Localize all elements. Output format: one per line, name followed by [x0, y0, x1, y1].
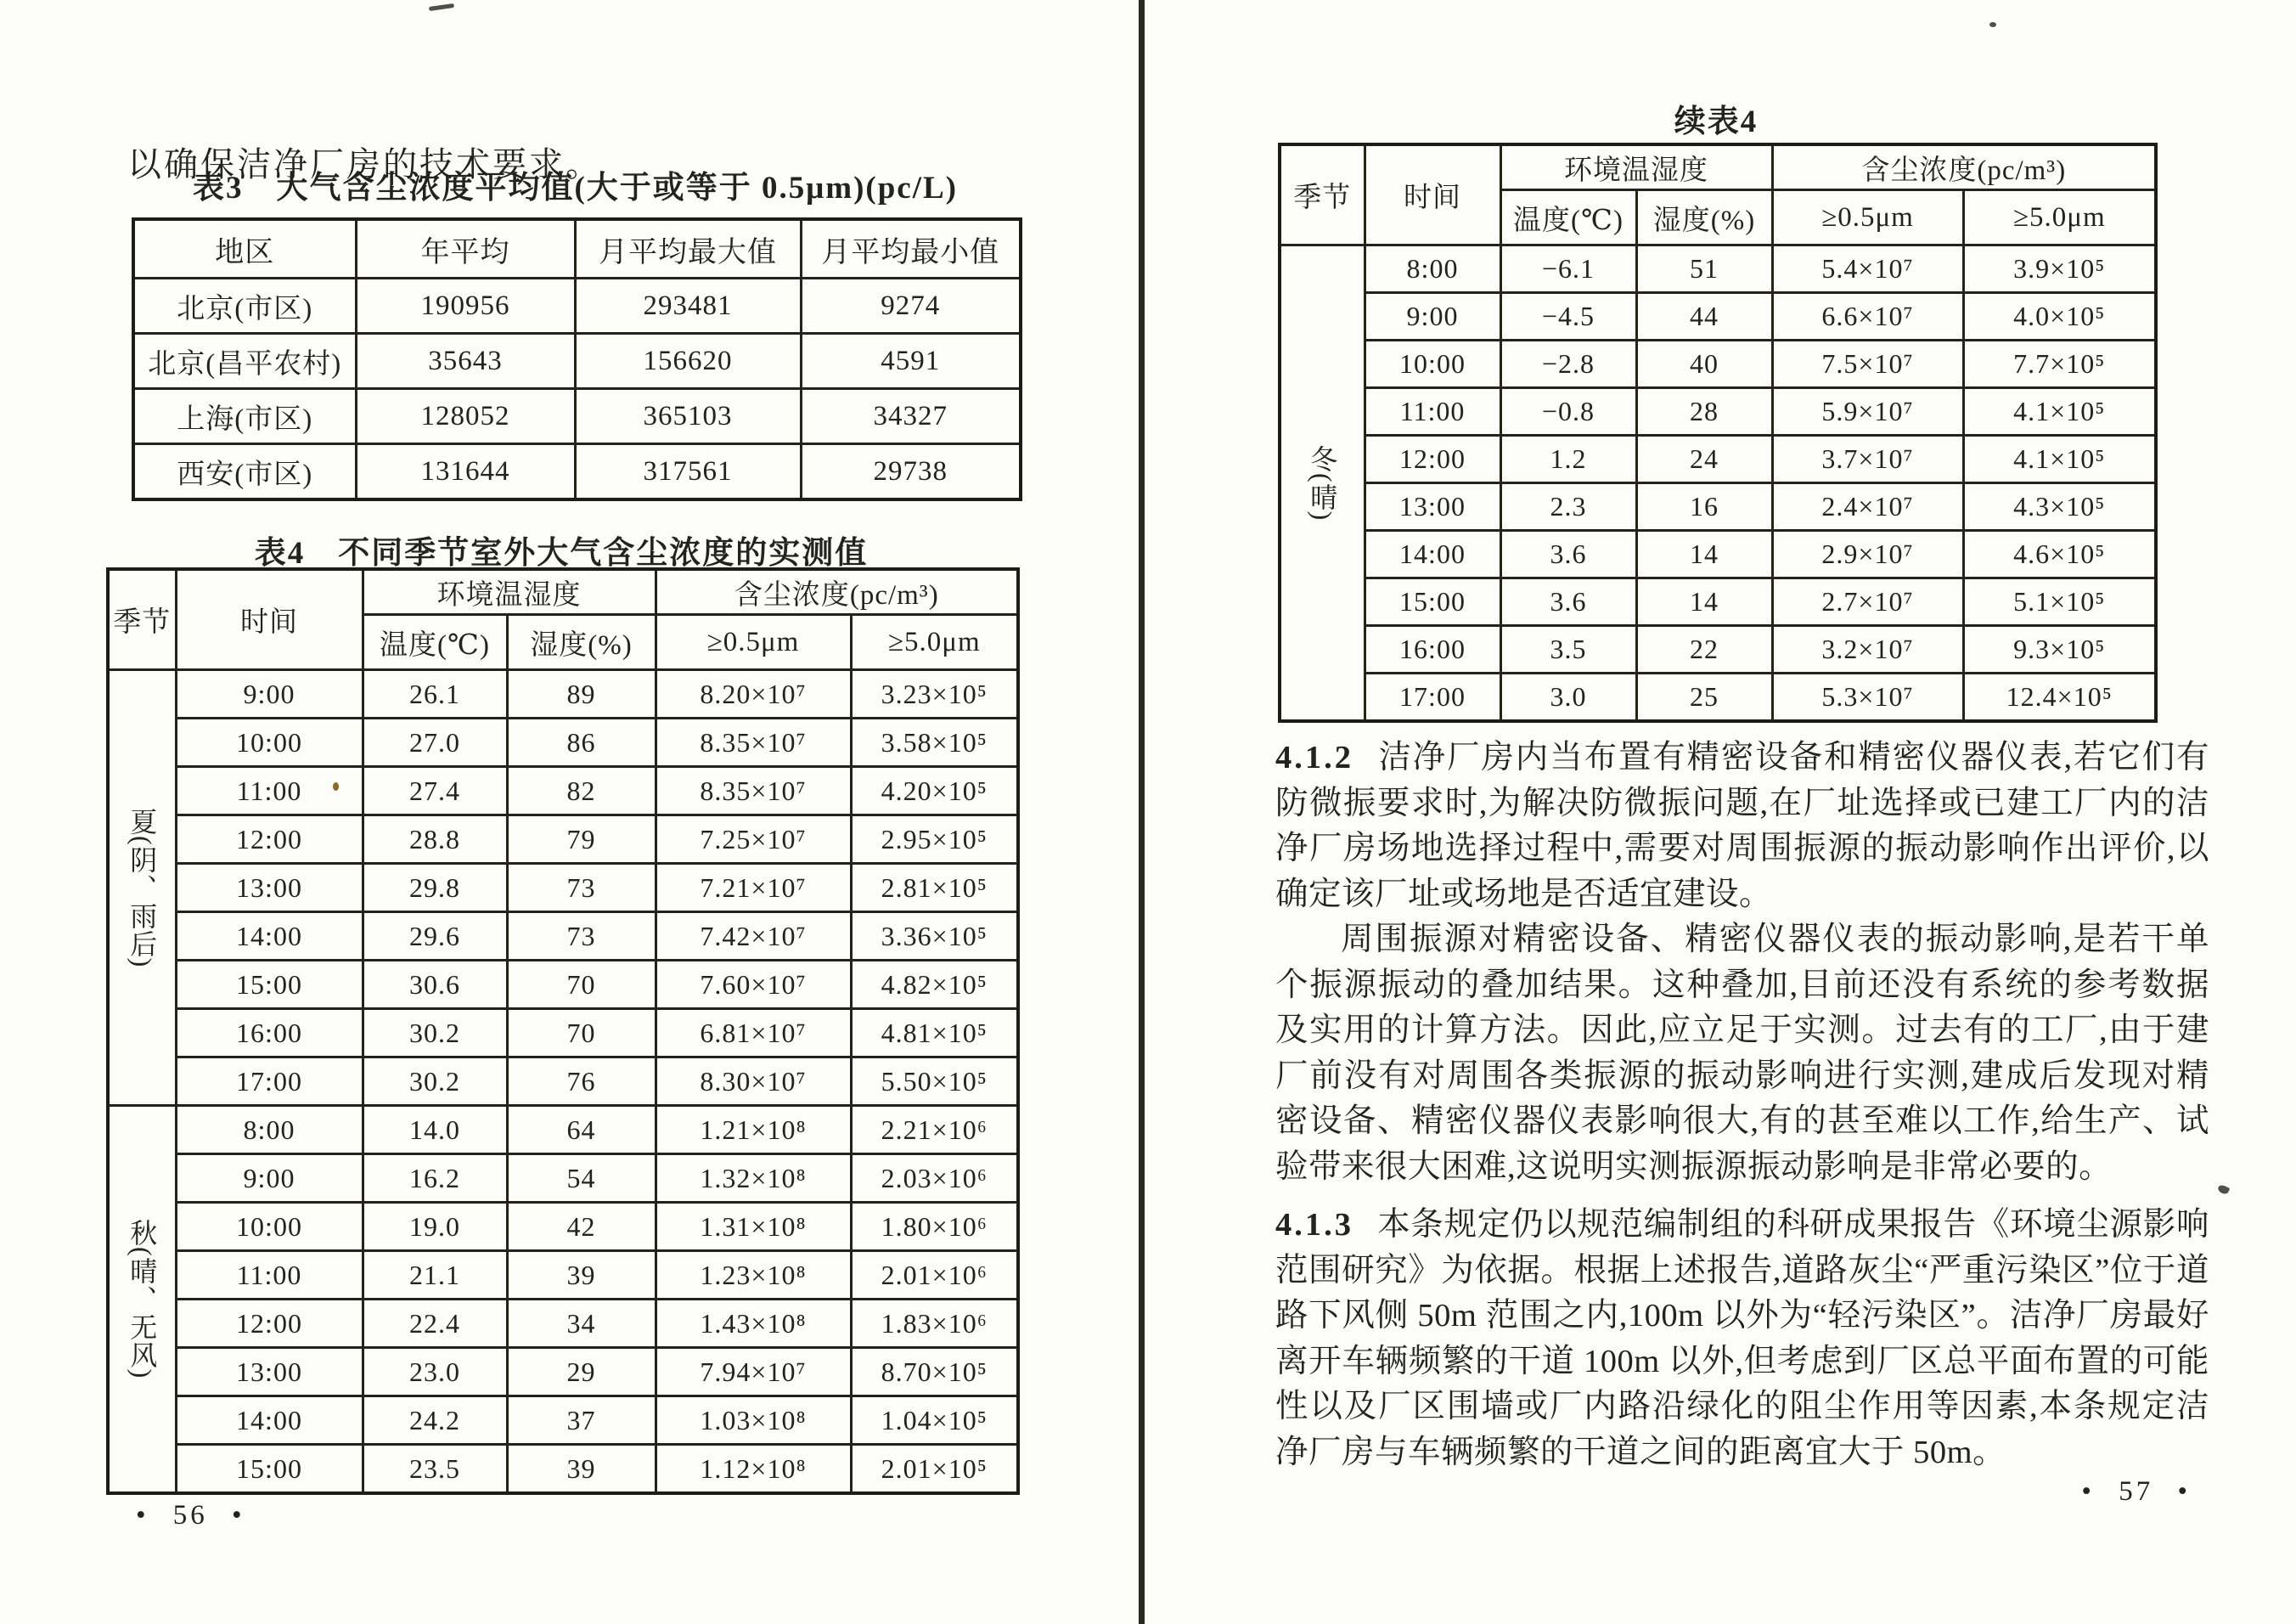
cell: 7.5×10⁷: [1772, 341, 1963, 388]
cell: 16:00: [1365, 626, 1500, 674]
cell: 8.30×10⁷: [656, 1057, 851, 1106]
table-header-row: [108, 569, 1018, 615]
cell: 27.0: [363, 719, 507, 767]
cell: 2.81×10⁵: [851, 864, 1018, 912]
cell: 73: [507, 912, 656, 961]
clause-paragraph: [1275, 1203, 2209, 1475]
table-row: [133, 389, 1021, 444]
cell: 44: [1636, 293, 1772, 341]
cell: 4591: [801, 334, 1021, 389]
page-number-left: • 56 •: [136, 1500, 245, 1531]
cell: 23.0: [363, 1348, 507, 1396]
intro-text: 以确保洁净厂房的技术要求。: [127, 145, 602, 183]
table-row: [1280, 388, 2156, 436]
cell: 10:00: [176, 1203, 363, 1251]
table-row: [108, 767, 1018, 815]
cell: 11:00: [176, 767, 363, 815]
col-header-ge50um: ≥5.0μm: [1963, 190, 2156, 245]
cell: 2.3: [1500, 483, 1636, 531]
season-label-autumn: 秋(晴、无风): [108, 1106, 176, 1494]
table3-caption: 表3 大气含尘浓度平均值(大于或等于 0.5μm)(pc/L): [192, 171, 959, 206]
col-header-season: 季节: [1280, 144, 1365, 245]
col-header-ge50um: ≥5.0μm: [851, 615, 1018, 670]
clause-4-1-3: [1275, 1203, 2209, 1475]
cell: 317561: [575, 444, 801, 500]
cell: 2.01×10⁵: [851, 1445, 1018, 1494]
cell: 3.6: [1500, 578, 1636, 626]
cell: 1.12×10⁸: [656, 1445, 851, 1494]
cell: −6.1: [1500, 245, 1636, 293]
table-header-row: [133, 219, 1021, 279]
page-gutter-line: [1139, 0, 1145, 1624]
table4-continued: [1278, 143, 2158, 723]
cell: 39: [507, 1445, 656, 1494]
table4: [106, 567, 1020, 1495]
cell: −4.5: [1500, 293, 1636, 341]
cell: 28: [1636, 388, 1772, 436]
cell: 30.2: [363, 1009, 507, 1057]
cell: 14: [1636, 531, 1772, 578]
cell: 2.9×10⁷: [1772, 531, 1963, 578]
cell: 9:00: [176, 1154, 363, 1203]
season-label-winter: 冬(晴): [1280, 245, 1365, 722]
col-header-env: 环境温湿度: [1500, 144, 1772, 190]
table-row: [108, 1300, 1018, 1348]
table-row: [1280, 483, 2156, 531]
table-row: [1280, 531, 2156, 578]
cell: 35643: [356, 334, 575, 389]
cell: 14.0: [363, 1106, 507, 1154]
table-row: [108, 1106, 1018, 1154]
cell: 5.4×10⁷: [1772, 245, 1963, 293]
table-row: [108, 670, 1018, 719]
col-header-ge05um: ≥0.5μm: [1772, 190, 1963, 245]
cell: 16: [1636, 483, 1772, 531]
table-row: [108, 1445, 1018, 1494]
cell: 86: [507, 719, 656, 767]
cell: 14:00: [1365, 531, 1500, 578]
cell: 29.8: [363, 864, 507, 912]
clause-4-1-2: [1275, 736, 2209, 1190]
col-header-ge05um: ≥0.5μm: [656, 615, 851, 670]
cell: 1.2: [1500, 436, 1636, 483]
cell: 1.04×10⁵: [851, 1396, 1018, 1445]
cell: 8.20×10⁷: [656, 670, 851, 719]
table-row: [108, 912, 1018, 961]
cell: 9.3×10⁵: [1963, 626, 2156, 674]
cell: 北京(市区): [133, 279, 356, 334]
cell: 39: [507, 1251, 656, 1300]
cell: 1.03×10⁸: [656, 1396, 851, 1445]
cell: 8.70×10⁵: [851, 1348, 1018, 1396]
cell: 73: [507, 864, 656, 912]
cell: 3.2×10⁷: [1772, 626, 1963, 674]
cell: 190956: [356, 279, 575, 334]
cell: 4.20×10⁵: [851, 767, 1018, 815]
col-header-humidity: 湿度(%): [1636, 190, 1772, 245]
cell: 1.83×10⁶: [851, 1300, 1018, 1348]
cell: 13:00: [1365, 483, 1500, 531]
table-row: [108, 1203, 1018, 1251]
cell: 54: [507, 1154, 656, 1203]
cell: 70: [507, 1009, 656, 1057]
cell: 22.4: [363, 1300, 507, 1348]
cell: 4.1×10⁵: [1963, 436, 2156, 483]
table-row: [1280, 341, 2156, 388]
cell: 34: [507, 1300, 656, 1348]
cell: 17:00: [176, 1057, 363, 1106]
col-header-annual-avg: 年平均: [356, 219, 575, 279]
cell: 3.9×10⁵: [1963, 245, 2156, 293]
table-row: [108, 719, 1018, 767]
cell: 5.1×10⁵: [1963, 578, 2156, 626]
cell: 7.94×10⁷: [656, 1348, 851, 1396]
cell: 26.1: [363, 670, 507, 719]
cell: 16:00: [176, 1009, 363, 1057]
cell: 23.5: [363, 1445, 507, 1494]
cell: 12.4×10⁵: [1963, 674, 2156, 722]
col-header-region: 地区: [133, 219, 356, 279]
cell: 15:00: [176, 961, 363, 1009]
table-row: [108, 1057, 1018, 1106]
cell: 24.2: [363, 1396, 507, 1445]
cell: −0.8: [1500, 388, 1636, 436]
cell: 19.0: [363, 1203, 507, 1251]
cell: 8:00: [176, 1106, 363, 1154]
cell: 156620: [575, 334, 801, 389]
cell: 89: [507, 670, 656, 719]
table-row: [1280, 674, 2156, 722]
cell: 1.32×10⁸: [656, 1154, 851, 1203]
cell: 2.01×10⁶: [851, 1251, 1018, 1300]
cell: 29738: [801, 444, 1021, 500]
cell: 4.82×10⁵: [851, 961, 1018, 1009]
cell: 29.6: [363, 912, 507, 961]
cell: 12:00: [176, 1300, 363, 1348]
table-row: [1280, 436, 2156, 483]
cell: 365103: [575, 389, 801, 444]
cell: 51: [1636, 245, 1772, 293]
cell: 9274: [801, 279, 1021, 334]
cell: 6.6×10⁷: [1772, 293, 1963, 341]
cell: 3.23×10⁵: [851, 670, 1018, 719]
table-header-row: [1280, 144, 2156, 190]
cell: 4.81×10⁵: [851, 1009, 1018, 1057]
cell: 10:00: [1365, 341, 1500, 388]
cell: 上海(市区): [133, 389, 356, 444]
cell: 4.0×10⁵: [1963, 293, 2156, 341]
cell: 29: [507, 1348, 656, 1396]
page-number-right: • 57 •: [2081, 1476, 2191, 1507]
cell: 28.8: [363, 815, 507, 864]
cell: 3.7×10⁷: [1772, 436, 1963, 483]
cell: 5.9×10⁷: [1772, 388, 1963, 436]
cell: 7.25×10⁷: [656, 815, 851, 864]
cell: 3.0: [1500, 674, 1636, 722]
table-row: [108, 1348, 1018, 1396]
cell: 8:00: [1365, 245, 1500, 293]
cell: 4.1×10⁵: [1963, 388, 2156, 436]
cell: 14:00: [176, 912, 363, 961]
table-row: [133, 334, 1021, 389]
cell: 3.6: [1500, 531, 1636, 578]
cell: 14:00: [176, 1396, 363, 1445]
cell: 4.6×10⁵: [1963, 531, 2156, 578]
cell: 25: [1636, 674, 1772, 722]
cell: 2.7×10⁷: [1772, 578, 1963, 626]
col-header-time: 时间: [1365, 144, 1500, 245]
table-row: [1280, 293, 2156, 341]
table-row: [108, 1154, 1018, 1203]
cell: 11:00: [176, 1251, 363, 1300]
table-row: [133, 279, 1021, 334]
table-row: [1280, 578, 2156, 626]
cell: 2.03×10⁶: [851, 1154, 1018, 1203]
cell: 15:00: [1365, 578, 1500, 626]
cell: 21.1: [363, 1251, 507, 1300]
table-row: [133, 444, 1021, 500]
cell: 9:00: [1365, 293, 1500, 341]
table4-caption: 表4 不同季节室外大气含尘浓度的实测值: [254, 536, 869, 571]
cell: 1.21×10⁸: [656, 1106, 851, 1154]
cell: 30.6: [363, 961, 507, 1009]
cell: 5.50×10⁵: [851, 1057, 1018, 1106]
cell: 82: [507, 767, 656, 815]
cell: 8.35×10⁷: [656, 719, 851, 767]
cell: 7.7×10⁵: [1963, 341, 2156, 388]
clause-paragraph: [1275, 736, 2209, 917]
cell: 3.36×10⁵: [851, 912, 1018, 961]
cell: 北京(昌平农村): [133, 334, 356, 389]
cell: 7.21×10⁷: [656, 864, 851, 912]
col-header-concentration: 含尘浓度(pc/m³): [656, 569, 1018, 615]
table-row: [108, 1396, 1018, 1445]
cell: 76: [507, 1057, 656, 1106]
table-row: [1280, 626, 2156, 674]
table-row: [108, 864, 1018, 912]
cell: −2.8: [1500, 341, 1636, 388]
cell: 16.2: [363, 1154, 507, 1203]
cell: 12:00: [176, 815, 363, 864]
cell: 2.21×10⁶: [851, 1106, 1018, 1154]
cell: 24: [1636, 436, 1772, 483]
clause-number: 4.1.2: [1275, 740, 1353, 775]
cell: 13:00: [176, 864, 363, 912]
cell: 22: [1636, 626, 1772, 674]
cell: 70: [507, 961, 656, 1009]
cell: 37: [507, 1396, 656, 1445]
cell: 7.60×10⁷: [656, 961, 851, 1009]
cell: 15:00: [176, 1445, 363, 1494]
cell: 293481: [575, 279, 801, 334]
table-row: [108, 1009, 1018, 1057]
cell: 27.4: [363, 767, 507, 815]
cell: 3.58×10⁵: [851, 719, 1018, 767]
cell: 5.3×10⁷: [1772, 674, 1963, 722]
season-label-summer: 夏(阴、雨后): [108, 670, 176, 1106]
cell: 64: [507, 1106, 656, 1154]
cell: 13:00: [176, 1348, 363, 1396]
col-header-time: 时间: [176, 569, 363, 670]
cell: 131644: [356, 444, 575, 500]
cell: 2.95×10⁵: [851, 815, 1018, 864]
cell: 14: [1636, 578, 1772, 626]
cell: 128052: [356, 389, 575, 444]
table-row: [108, 815, 1018, 864]
col-header-monthly-min: 月平均最小值: [801, 219, 1021, 279]
cell: 西安(市区): [133, 444, 356, 500]
table3: [132, 217, 1022, 501]
col-header-temperature: 温度(℃): [363, 615, 507, 670]
clause-text: 本条规定仍以规范编制组的科研成果报告《环境尘源影响范围研究》为依据。根据上述报告,道路灰尘“严重污染区”位于道路下风侧 50m 范围之内,100m 以外为“轻污染区”。洁净厂房最好离开车辆频繁的干道 100m 以外,但考虑到厂区总平面布置的可能性以及厂区围墙或厂内路沿绿化的阻尘作用等因素,本条规定洁净厂房与车辆频繁的干道之间的距离宜大于 50m。: [1275, 1207, 2209, 1470]
col-header-season: 季节: [108, 569, 176, 670]
cell: 17:00: [1365, 674, 1500, 722]
cell: 2.4×10⁷: [1772, 483, 1963, 531]
table4-continued-caption: 续表4: [1674, 104, 1759, 139]
cell: 34327: [801, 389, 1021, 444]
col-header-monthly-max: 月平均最大值: [575, 219, 801, 279]
cell: 10:00: [176, 719, 363, 767]
cell: 79: [507, 815, 656, 864]
cell: 1.31×10⁸: [656, 1203, 851, 1251]
cell: 1.23×10⁸: [656, 1251, 851, 1300]
scan-artifact: [1989, 22, 1996, 27]
cell: 11:00: [1365, 388, 1500, 436]
col-header-env: 环境温湿度: [363, 569, 656, 615]
cell: 7.42×10⁷: [656, 912, 851, 961]
cell: 4.3×10⁵: [1963, 483, 2156, 531]
clause-number: 4.1.3: [1275, 1207, 1353, 1243]
col-header-concentration: 含尘浓度(pc/m³): [1772, 144, 2156, 190]
col-header-humidity: 湿度(%): [507, 615, 656, 670]
cell: 12:00: [1365, 436, 1500, 483]
table-row: [108, 961, 1018, 1009]
cell: 1.80×10⁶: [851, 1203, 1018, 1251]
cell: 3.5: [1500, 626, 1636, 674]
cell: 6.81×10⁷: [656, 1009, 851, 1057]
cell: 42: [507, 1203, 656, 1251]
cell: 9:00: [176, 670, 363, 719]
col-header-temperature: 温度(℃): [1500, 190, 1636, 245]
cell: 40: [1636, 341, 1772, 388]
table-row: [108, 1251, 1018, 1300]
cell: 30.2: [363, 1057, 507, 1106]
scan-artifact: [2217, 1184, 2231, 1196]
cell: 8.35×10⁷: [656, 767, 851, 815]
table-row: [1280, 245, 2156, 293]
scan-artifact: [429, 3, 454, 11]
cell: 1.43×10⁸: [656, 1300, 851, 1348]
clause-text: 洁净厂房内当布置有精密设备和精密仪器仪表,若它们有防微振要求时,为解决防微振问题,在厂址选择或已建工厂内的洁净厂房场地选择过程中,需要对周围振源的振动影响作出评价,以确定该厂址或场地是否适宜建设。: [1275, 740, 2209, 912]
clause-paragraph: 周围振源对精密设备、精密仪器仪表的振动影响,是若干单个振源振动的叠加结果。这种叠加,目前还没有系统的参考数据及实用的计算方法。因此,应立足于实测。过去有的工厂,由于建厂前没有对周围各类振源的振动影响进行实测,建成后发现对精密设备、精密仪器仪表影响很大,有的甚至难以工作,给生产、试验带来很大困难,这说明实测振源振动影响是非常必要的。: [1275, 922, 2209, 1185]
